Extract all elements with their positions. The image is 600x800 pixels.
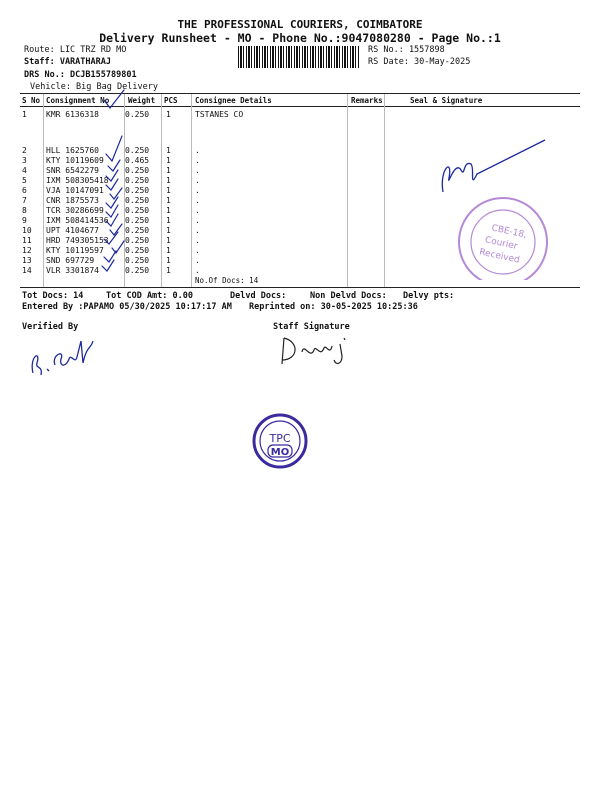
cell-pcs: 1 xyxy=(166,110,171,119)
cell-weight: 0.250 xyxy=(125,110,150,119)
cell-sno: 14 xyxy=(22,266,32,275)
col-header-weight: Weight xyxy=(128,96,156,105)
mo-text: MO xyxy=(270,447,290,458)
check-mark xyxy=(106,136,122,161)
cell-cons: CNR 1875573 xyxy=(46,196,99,205)
cell-pcs: 1 xyxy=(166,236,171,245)
cell-pcs: 1 xyxy=(166,216,171,225)
cell-weight: 0.250 xyxy=(125,256,150,265)
cell-consignee: . xyxy=(195,246,200,255)
drs-number: DRS No.: DCJB155789801 xyxy=(24,70,137,80)
cell-weight: 0.250 xyxy=(125,236,150,245)
col-divider xyxy=(161,94,162,287)
cell-consignee: TSTANES CO xyxy=(195,110,244,119)
cell-sno: 9 xyxy=(22,216,27,225)
cell-weight: 0.465 xyxy=(125,156,150,165)
cell-pcs: 1 xyxy=(166,196,171,205)
tot-cod-amount: Tot COD Amt: 0.00 xyxy=(106,291,193,301)
runsheet-title: Delivery Runsheet - MO - Phone No.:9047080280 - Page No.:1 xyxy=(99,31,501,45)
col-header-consignment: Consignment No xyxy=(46,96,110,105)
cell-weight: 0.250 xyxy=(125,196,150,205)
cell-weight: 0.250 xyxy=(125,216,150,225)
tpc-mo-stamp xyxy=(252,413,308,469)
col-header-pcs: PCS xyxy=(164,96,178,105)
cell-cons: VLR 3301874 xyxy=(46,266,99,275)
cell-consignee: . xyxy=(195,216,200,225)
cell-cons: VJA 10147091 xyxy=(46,186,104,195)
cell-sno: 2 xyxy=(22,146,27,155)
col-header-seal: Seal & Signature xyxy=(410,96,483,105)
col-divider xyxy=(384,94,385,287)
no-of-docs: No.Of Docs: 14 xyxy=(195,276,259,285)
cell-consignee: . xyxy=(195,236,200,245)
rs-number: RS No.: 1557898 xyxy=(368,45,445,55)
check-mark xyxy=(108,160,120,171)
route-label: Route: LIC TRZ RD MO xyxy=(24,45,127,55)
company-title: THE PROFESSIONAL COURIERS, COIMBATORE xyxy=(177,18,423,31)
cell-cons: SNR 6542279 xyxy=(46,166,99,175)
reprinted-on: Reprinted on: 30-05-2025 10:25:36 xyxy=(249,302,418,312)
stamp-text-mid: Courier xyxy=(483,235,519,252)
cell-cons: SND 697729 xyxy=(46,256,95,265)
cell-consignee: . xyxy=(195,226,200,235)
check-mark xyxy=(106,170,118,181)
cell-pcs: 1 xyxy=(166,256,171,265)
entered-by: Entered By :PAPAMO 05/30/2025 10:17:17 AM xyxy=(22,302,232,312)
cell-weight: 0.250 xyxy=(125,266,150,275)
received-stamp-area xyxy=(425,130,575,280)
cell-cons: IXM 508305418 xyxy=(46,176,109,185)
cell-weight: 0.250 xyxy=(125,206,150,215)
verifier-signature xyxy=(25,335,105,380)
cell-weight: 0.250 xyxy=(125,246,150,255)
cell-pcs: 1 xyxy=(166,246,171,255)
cell-cons: TCR 30286699 xyxy=(46,206,104,215)
cell-pcs: 1 xyxy=(166,226,171,235)
cell-pcs: 1 xyxy=(166,206,171,215)
cell-consignee: . xyxy=(195,256,200,265)
cell-sno: 8 xyxy=(22,206,27,215)
cell-cons: KTY 10119597 xyxy=(46,246,104,255)
cell-cons: KTY 10119609 xyxy=(46,156,104,165)
cell-pcs: 1 xyxy=(166,176,171,185)
cell-sno: 10 xyxy=(22,226,32,235)
cell-cons: IXM 508414536 xyxy=(46,216,109,225)
cell-pcs: 1 xyxy=(166,166,171,175)
cell-consignee: . xyxy=(195,206,200,215)
receiver-signature xyxy=(442,140,545,192)
stamp-text-top: CBE-18, xyxy=(490,223,528,241)
cell-weight: 0.250 xyxy=(125,176,150,185)
cell-sno: 6 xyxy=(22,186,27,195)
cell-pcs: 1 xyxy=(166,186,171,195)
cell-sno: 11 xyxy=(22,236,32,245)
cell-sno: 5 xyxy=(22,176,27,185)
stamp-text-bottom: Received xyxy=(478,247,521,266)
cell-consignee: . xyxy=(195,266,200,275)
check-mark xyxy=(104,90,124,108)
cell-sno: 1 xyxy=(22,110,27,119)
cell-sno: 13 xyxy=(22,256,32,265)
table-bottom-border xyxy=(20,287,580,288)
barcode xyxy=(238,46,360,68)
col-header-sno: S No xyxy=(22,96,41,105)
cell-consignee: . xyxy=(195,166,200,175)
cell-consignee: . xyxy=(195,176,200,185)
cell-sno: 7 xyxy=(22,196,27,205)
cell-cons: KMR 6136318 xyxy=(46,110,99,119)
cell-cons: HRD 749305153 xyxy=(46,236,109,245)
cell-sno: 12 xyxy=(22,246,32,255)
cell-weight: 0.250 xyxy=(125,186,150,195)
cell-consignee: . xyxy=(195,186,200,195)
cell-weight: 0.250 xyxy=(125,166,150,175)
col-divider xyxy=(191,94,192,287)
cell-pcs: 1 xyxy=(166,156,171,165)
tot-docs: Tot Docs: 14 xyxy=(22,291,84,301)
cell-consignee: . xyxy=(195,156,200,165)
non-delivered-docs: Non Delvd Docs: xyxy=(310,291,387,301)
cell-sno: 4 xyxy=(22,166,27,175)
cell-cons: HLL 1625760 xyxy=(46,146,99,155)
col-divider xyxy=(347,94,348,287)
check-marks xyxy=(40,88,140,278)
cell-cons: UPT 4104677 xyxy=(46,226,99,235)
check-mark xyxy=(112,241,124,253)
cell-consignee: . xyxy=(195,196,200,205)
staff-signature-label: Staff Signature xyxy=(273,322,350,332)
staff-label: Staff: VARATHARAJ xyxy=(24,57,111,67)
cell-consignee: . xyxy=(195,146,200,155)
staff-signature xyxy=(270,330,360,370)
check-mark-group xyxy=(102,90,124,271)
col-header-consignee: Consignee Details xyxy=(195,96,272,105)
cell-pcs: 1 xyxy=(166,146,171,155)
check-mark xyxy=(106,197,118,208)
delivered-docs: Delvd Docs: xyxy=(230,291,287,301)
col-header-remarks: Remarks xyxy=(351,96,383,105)
cell-sno: 3 xyxy=(22,156,27,165)
cell-pcs: 1 xyxy=(166,266,171,275)
delivery-points: Delvy pts: xyxy=(403,291,455,301)
tpc-text: TPC xyxy=(269,432,291,445)
verified-by-label: Verified By xyxy=(22,322,79,332)
check-mark xyxy=(104,232,118,244)
vehicle-label: Vehicle: Big Bag Delivery xyxy=(30,82,158,92)
check-mark xyxy=(106,179,118,190)
rs-date: RS Date: 30-May-2025 xyxy=(368,57,471,67)
cell-weight: 0.250 xyxy=(125,146,150,155)
cell-weight: 0.250 xyxy=(125,226,150,235)
